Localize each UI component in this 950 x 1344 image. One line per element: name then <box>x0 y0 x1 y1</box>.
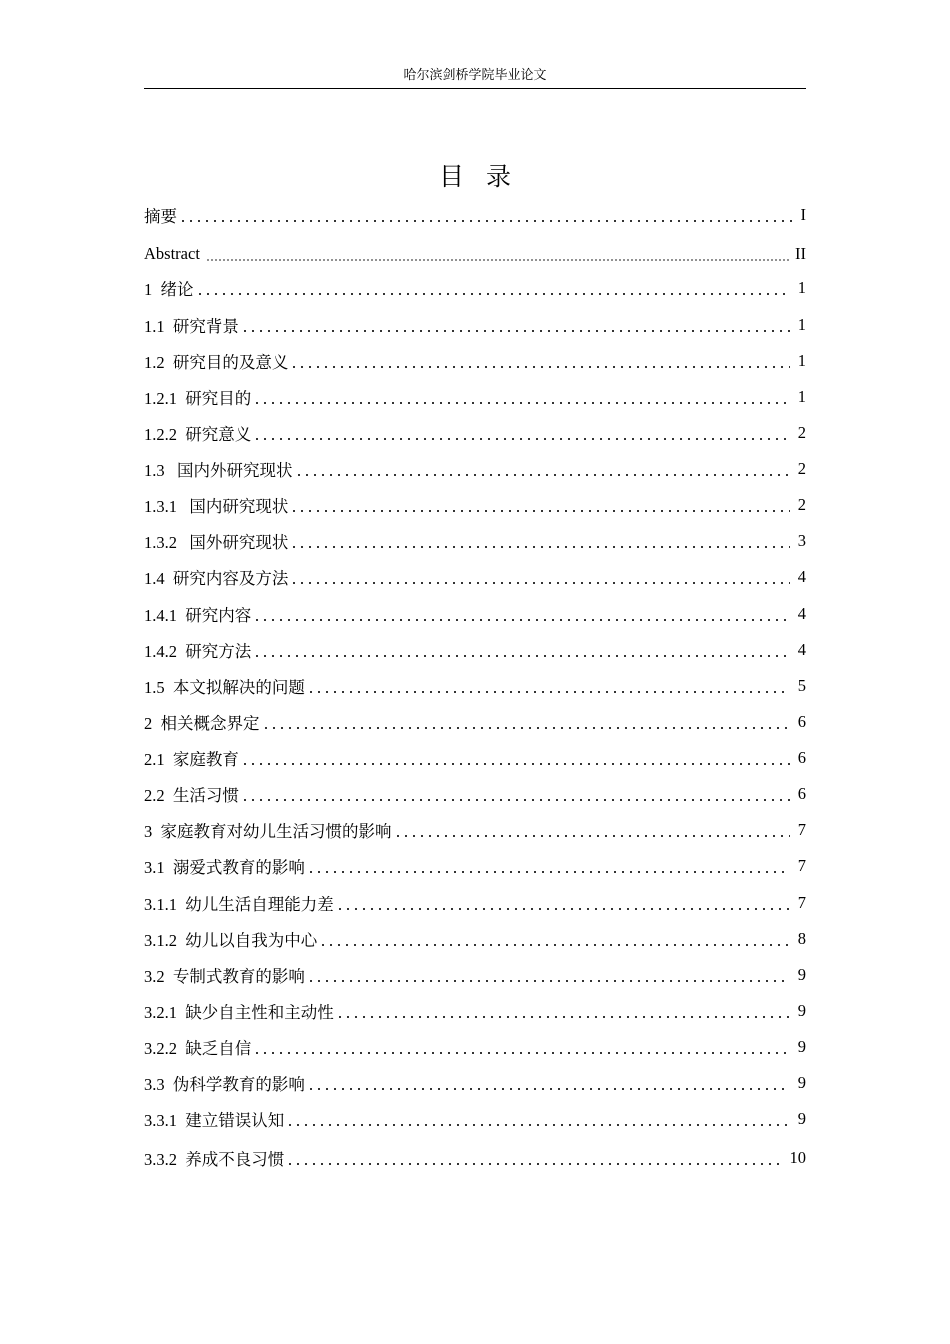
toc-leader <box>253 1052 790 1054</box>
toc-leader <box>241 799 790 801</box>
toc-entry[interactable] <box>144 310 806 340</box>
toc-entry-label: 1.5 本文拟解决的问题 <box>144 678 305 697</box>
toc-entry-page: I <box>800 205 806 224</box>
toc-entry[interactable] <box>144 851 806 881</box>
toc-entry[interactable] <box>144 671 806 701</box>
toc-entry-label: 2.1 家庭教育 <box>144 750 239 769</box>
toc-leader <box>196 293 790 295</box>
toc-entry-page: 4 <box>797 640 806 659</box>
toc-leader <box>253 438 790 440</box>
toc-entry-label: Abstract <box>144 244 200 263</box>
toc-entry-label: 3 家庭教育对幼儿生活习惯的影响 <box>144 822 392 841</box>
toc-entry-page: 3 <box>797 531 806 550</box>
toc-entry-label: 3.3 伪科学教育的影响 <box>144 1075 305 1094</box>
toc-entry-label: 1.2.1 研究目的 <box>144 389 252 408</box>
toc-entry[interactable] <box>144 1143 806 1173</box>
toc-leader <box>179 220 793 222</box>
toc-entry-label: 1 绪论 <box>144 280 194 299</box>
toc-leader <box>307 871 790 873</box>
toc-leader <box>307 1088 790 1090</box>
toc-entry-label: 2 相关概念界定 <box>144 714 260 733</box>
toc-entry[interactable] <box>144 1068 806 1098</box>
toc-entry-label: 2.2 生活习惯 <box>144 786 239 805</box>
toc-entry-label: 3.2 专制式教育的影响 <box>144 967 305 986</box>
toc-entry[interactable] <box>144 599 806 629</box>
toc-entry-page: 9 <box>797 1037 806 1056</box>
toc-entry[interactable] <box>144 382 806 412</box>
toc-entry-page: 9 <box>797 1073 806 1092</box>
header-rule <box>144 88 806 89</box>
toc-entry-label: 3.1.1 幼儿生活自理能力差 <box>144 895 334 914</box>
toc-entry-page: II <box>795 244 806 263</box>
toc-entry[interactable] <box>144 888 806 918</box>
toc-leader <box>336 908 790 910</box>
toc-leader <box>286 1163 781 1165</box>
toc-title: 目录 <box>438 162 533 191</box>
toc-leader <box>394 835 790 837</box>
toc-leader <box>290 510 789 512</box>
toc-leader <box>336 1016 790 1018</box>
toc-entry-page: 9 <box>797 1109 806 1128</box>
toc-entry-page: 2 <box>797 423 806 442</box>
toc-entry-page: 7 <box>797 893 806 912</box>
toc-entry[interactable] <box>144 1032 806 1062</box>
toc-entry[interactable] <box>144 996 806 1026</box>
toc-entry[interactable] <box>144 526 806 556</box>
toc-leader <box>307 691 790 693</box>
toc-entry-page: 10 <box>789 1148 806 1167</box>
toc-entry-page: 1 <box>797 387 806 406</box>
toc-entry-label: 1.4.1 研究内容 <box>144 606 252 625</box>
toc-entry[interactable] <box>144 273 806 303</box>
toc-entry-page: 8 <box>797 929 806 948</box>
toc-entry-label: 1.3 国内外研究现状 <box>144 461 293 480</box>
toc-entry[interactable] <box>144 707 806 737</box>
toc-entry-page: 2 <box>797 459 806 478</box>
toc-entry-label: 3.3.1 建立错误认知 <box>144 1111 285 1130</box>
toc-leader <box>253 619 790 621</box>
toc-leader <box>290 582 789 584</box>
toc-entry-page: 4 <box>797 604 806 623</box>
toc-entry-page: 6 <box>797 712 806 731</box>
toc-entry-label: 1.3.2 国外研究现状 <box>144 533 289 552</box>
toc-leader <box>290 546 789 548</box>
toc-entry-page: 7 <box>797 856 806 875</box>
toc-entry-page: 9 <box>797 1001 806 1020</box>
toc-entry-page: 7 <box>797 820 806 839</box>
toc-entry-page: 1 <box>797 278 806 297</box>
toc-entry-label: 3.1.2 幼儿以自我为中心 <box>144 931 318 950</box>
toc-entry[interactable] <box>144 490 806 520</box>
toc-entry-label: 1.2 研究目的及意义 <box>144 353 289 372</box>
toc-leader <box>319 944 790 946</box>
toc-entry-label: 1.4 研究内容及方法 <box>144 569 289 588</box>
toc-entry[interactable] <box>144 960 806 990</box>
toc-entry-page: 4 <box>797 567 806 586</box>
toc-leader <box>286 1124 790 1126</box>
toc-entry[interactable] <box>144 454 806 484</box>
toc-entry[interactable] <box>144 239 806 269</box>
toc-entry-page: 6 <box>797 748 806 767</box>
toc-entry-page: 5 <box>797 676 806 695</box>
toc-entry[interactable] <box>144 635 806 665</box>
running-header: 哈尔滨剑桥学院毕业论文 <box>403 68 547 83</box>
toc-leader <box>290 366 789 368</box>
toc-entry-label: 3.2.2 缺乏自信 <box>144 1039 252 1058</box>
toc-entry[interactable] <box>144 418 806 448</box>
toc-leader <box>295 474 790 476</box>
toc-leader <box>241 330 790 332</box>
toc-entry-label: 1.4.2 研究方法 <box>144 642 252 661</box>
toc-entry-page: 1 <box>797 351 806 370</box>
toc-entry-label: 1.3.1 国内研究现状 <box>144 497 289 516</box>
toc-entry[interactable] <box>144 743 806 773</box>
toc-leader <box>253 402 790 404</box>
toc-entry-label: 摘要 <box>144 207 177 226</box>
toc-leader <box>307 980 790 982</box>
toc-entry[interactable] <box>144 924 806 954</box>
toc-leader <box>253 655 790 657</box>
toc-leader <box>206 259 789 261</box>
toc-entry-label: 3.3.2 养成不良习惯 <box>144 1150 285 1169</box>
toc-entry-page: 6 <box>797 784 806 803</box>
toc-leader <box>241 763 790 765</box>
toc-entry-label: 1.1 研究背景 <box>144 317 239 336</box>
toc-entry[interactable] <box>144 779 806 809</box>
toc-entry-page: 2 <box>797 495 806 514</box>
toc-entry-label: 1.2.2 研究意义 <box>144 425 252 444</box>
toc-entry[interactable] <box>144 815 806 845</box>
toc-entry-label: 3.2.1 缺少自主性和主动性 <box>144 1003 334 1022</box>
toc-entry[interactable] <box>144 1104 806 1134</box>
toc-entry-page: 1 <box>797 315 806 334</box>
toc-leader <box>262 727 790 729</box>
toc-entry[interactable] <box>144 346 806 376</box>
toc-entry[interactable] <box>144 200 806 230</box>
toc-entry[interactable] <box>144 562 806 592</box>
toc-entry-label: 3.1 溺爱式教育的影响 <box>144 858 305 877</box>
toc-entry-page: 9 <box>797 965 806 984</box>
